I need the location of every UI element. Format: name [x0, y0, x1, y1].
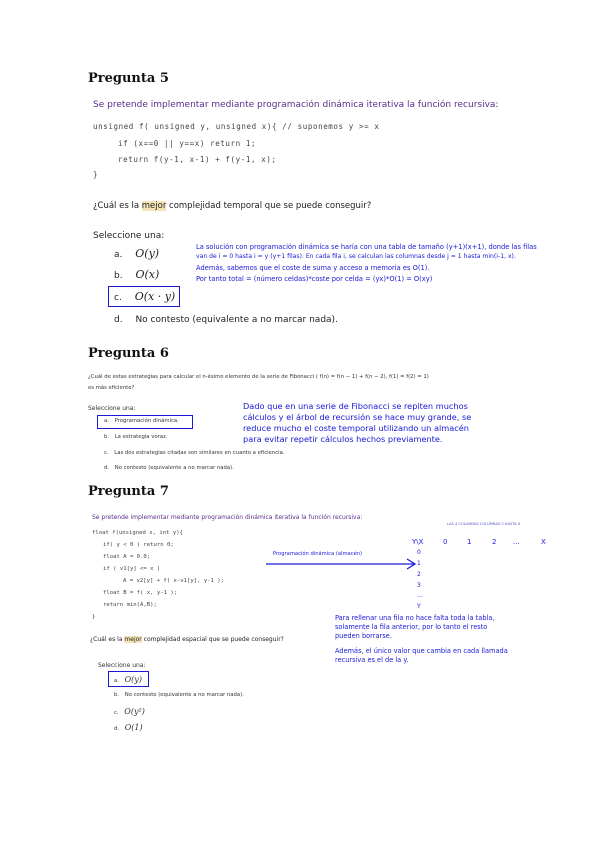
highlight-mark: mejor — [124, 636, 142, 643]
option-d[interactable]: d. No contesto (equivalente a no marcar nada). — [104, 465, 234, 471]
note-line: pueden borrarse. — [335, 632, 392, 640]
code-line: return f(y-1, x-1) + f(y-1, x); — [118, 155, 277, 164]
note-line: Para rellenar una fila no hace falta toda la tabla, — [335, 614, 495, 622]
table-header-cell: Y\X — [412, 538, 424, 546]
table-row-label: 0 — [417, 549, 421, 556]
option-a[interactable]: a. O(y) — [114, 675, 142, 684]
question-7-intro: Se pretende implementar mediante programación dinámica iterativa la función recursiva: — [92, 514, 363, 521]
table-header-cell: ... — [513, 538, 520, 546]
right-arrow-icon — [264, 558, 420, 570]
note-line: Además, sabemos que el coste de suma y acceso a memoria es O(1). — [196, 264, 430, 272]
note-line: recursiva es el de la y. — [335, 656, 409, 664]
note-line: para evitar repetir cálculos hechos previamente. — [243, 434, 443, 444]
option-c[interactable]: c. Las dos estrategias citadas son similares en cuanto a eficiencia. — [104, 450, 285, 456]
question-6-select-label: Seleccione una: — [88, 405, 136, 412]
question-5-intro: Se pretende implementar mediante programación dinámica iterativa la función recursiva: — [93, 100, 499, 110]
code-line: float f(unsigned x, int y){ — [92, 530, 183, 536]
note-line: Además, el único valor que cambia en cada llamada — [335, 647, 508, 655]
code-line: float B = f( x, y-1 ); — [103, 590, 178, 596]
table-row-label: 1 — [417, 560, 421, 567]
table-row-label: ... — [417, 592, 423, 599]
code-line: if (x==0 || y==x) return 1; — [118, 139, 257, 148]
code-line: return min(A,B); — [103, 602, 157, 608]
question-5-select-label: Seleccione una: — [93, 231, 165, 241]
note-line: La solución con programación dinámica se haría con una tabla de tamaño (y+1)(x+1), donde las filas — [196, 243, 537, 251]
table-caption: LAS 4 COLUMNAS COLUMNAS 0 HASTA X — [447, 522, 521, 526]
note-line: Dado que en una serie de Fibonacci se repiten muchos — [243, 401, 468, 411]
code-line: unsigned f( unsigned y, unsigned x){ // suponemos y >= x — [93, 122, 380, 131]
code-line: if( y < 0 ) return 0; — [103, 542, 174, 548]
option-c[interactable]: c. O(y²) — [114, 707, 145, 716]
code-line: A = v2[y] + f( x-v1[y], y-1 ); — [123, 578, 225, 584]
note-line: Por tanto total = (número celdas)*coste por celda = (yx)*O(1) = O(xy) — [196, 275, 433, 283]
table-row-label: 2 — [417, 571, 421, 578]
question-7-heading: Pregunta 7 — [88, 484, 169, 499]
table-header-cell: 2 — [492, 538, 497, 546]
arrow-label: Programación dinámica (almacén) — [273, 551, 363, 557]
option-b[interactable]: b. La estrategia voraz. — [104, 434, 168, 440]
option-b[interactable]: b. No contesto (equivalente a no marcar nada). — [114, 692, 244, 698]
code-line: } — [93, 170, 99, 179]
table-header-cell: 0 — [443, 538, 448, 546]
question-5-heading: Pregunta 5 — [88, 71, 169, 86]
option-a[interactable]: a. Programación dinámica. — [104, 418, 179, 424]
question-5-prompt: ¿Cuál es la mejor complejidad temporal que se puede conseguir? — [93, 201, 372, 211]
question-7-prompt: ¿Cuál es la mejor complejidad espacial que se puede conseguir? — [90, 636, 284, 643]
option-d[interactable]: d. O(1) — [114, 723, 143, 732]
note-line: van de i = 0 hasta i = y (y+1 filas). En cada fila i, se calculan las columnas desde j = 1 hasta min(i-1, x). — [196, 253, 516, 260]
code-line: if ( v1[y] <= x ) — [103, 566, 161, 572]
note-line: reduce mucho el coste temporal utilizando un almacén — [243, 423, 469, 433]
table-row-label: 3 — [417, 582, 421, 589]
code-line: } — [92, 614, 96, 620]
option-d[interactable]: d. No contesto (equivalente a no marcar nada). — [114, 315, 338, 325]
table-header-cell: 1 — [467, 538, 472, 546]
table-header-cell: X — [541, 538, 546, 546]
option-a[interactable]: a. O(y) — [114, 247, 160, 260]
question-6-prompt-line-2: es más eficiente? — [88, 385, 135, 391]
question-6-heading: Pregunta 6 — [88, 346, 169, 361]
question-7-select-label: Seleccione una: — [98, 662, 146, 669]
option-b[interactable]: b. O(x) — [114, 268, 160, 281]
note-line: cálculos y el árbol de recursión se hace muy grande, se — [243, 412, 472, 422]
code-line: float A = 0.0; — [103, 554, 151, 560]
table-row-label: Y — [417, 603, 421, 610]
highlight-mark: mejor — [141, 201, 167, 211]
option-c[interactable]: c. O(x · y) — [114, 290, 176, 303]
question-6-prompt-line-1: ¿Cuál de estas estrategias para calcular el n-ésimo elemento de la serie de Fibonacci ( f(n) = f(n − 1) + f(n − 2), f(1) = f(2) = 1) — [88, 374, 429, 380]
note-line: solamente la fila anterior, por lo tanto el resto — [335, 623, 488, 631]
